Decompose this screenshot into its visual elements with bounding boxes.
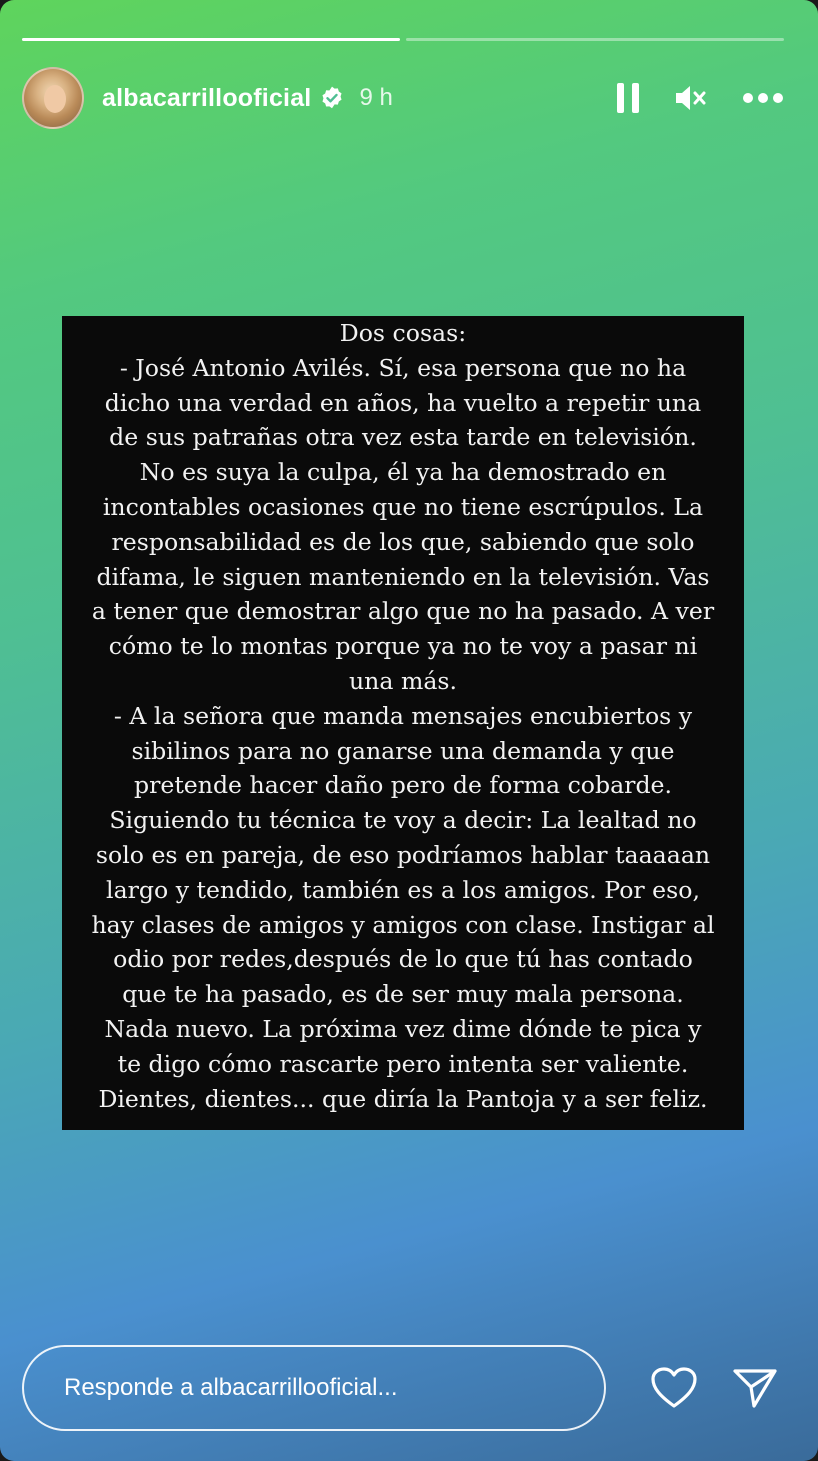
text-line: una más. (348, 666, 457, 695)
text-line: incontables ocasiones que no tiene escrúpulos. La (102, 492, 704, 521)
text-line: odio por redes,después de lo que tú has contado (113, 945, 693, 974)
text-line: hay clases de amigos y amigos con clase. Instigar al (91, 910, 715, 939)
text-line: Dientes, dientes... que diría la Pantoja y a ser feliz. (98, 1084, 708, 1113)
text-line: largo y tendido, también es a los amigos. Por eso, (106, 875, 700, 904)
pause-icon[interactable] (616, 82, 640, 114)
text-line: sibilinos para no ganarse una demanda y que (131, 736, 675, 765)
story-progress-bar (22, 38, 784, 41)
text-line: - A la señora que manda mensajes encubiertos y (113, 701, 693, 730)
story-text-block (62, 316, 744, 1130)
text-line: Nada nuevo. La próxima vez dime dónde te pica y (104, 1014, 702, 1043)
avatar[interactable] (22, 67, 84, 129)
story-header (22, 66, 784, 130)
text-line: solo es en pareja, de eso podríamos hablar taaaaan (95, 840, 711, 869)
send-icon[interactable] (732, 1367, 778, 1409)
text-line: Dos cosas: (339, 319, 467, 347)
verified-badge-icon (319, 85, 345, 111)
text-line: No es suya la culpa, él ya ha demostrado en (139, 458, 667, 487)
progress-segment (22, 38, 400, 41)
heart-icon[interactable] (650, 1366, 698, 1410)
text-line: responsabilidad es de los que, sabiendo que solo (111, 527, 695, 556)
more-options-icon[interactable] (742, 92, 784, 104)
text-line: a tener que demostrar algo que no ha pasado. A ver (91, 597, 715, 626)
text-line: que te ha pasado, es de ser muy mala persona. (122, 980, 684, 1009)
text-line: dicho una verdad en años, ha vuelto a repetir una (104, 388, 702, 417)
text-line: difama, le siguen manteniendo en la televisión. Vas (96, 562, 710, 591)
text-line: de sus patrañas otra vez esta tarde en televisión. (109, 423, 697, 452)
text-line: te digo cómo rascarte pero intenta ser valiente. (117, 1049, 689, 1078)
reply-input[interactable] (22, 1345, 606, 1431)
post-time: 9 h (359, 84, 393, 111)
progress-segment (406, 38, 784, 41)
volume-muted-icon[interactable] (674, 82, 708, 114)
text-line: cómo te lo montas porque ya no te voy a pasar ni (108, 632, 698, 661)
reply-placeholder: Responde a albacarrillooficial... (64, 1374, 398, 1401)
username[interactable]: albacarrillooficial (102, 83, 312, 112)
text-line: Siguiendo tu técnica te voy a decir: La lealtad no (109, 806, 697, 835)
text-line: - José Antonio Avilés. Sí, esa persona que no ha (119, 353, 687, 382)
story-footer (22, 1345, 778, 1431)
text-line: pretende hacer daño pero de forma cobarde. (133, 771, 673, 800)
